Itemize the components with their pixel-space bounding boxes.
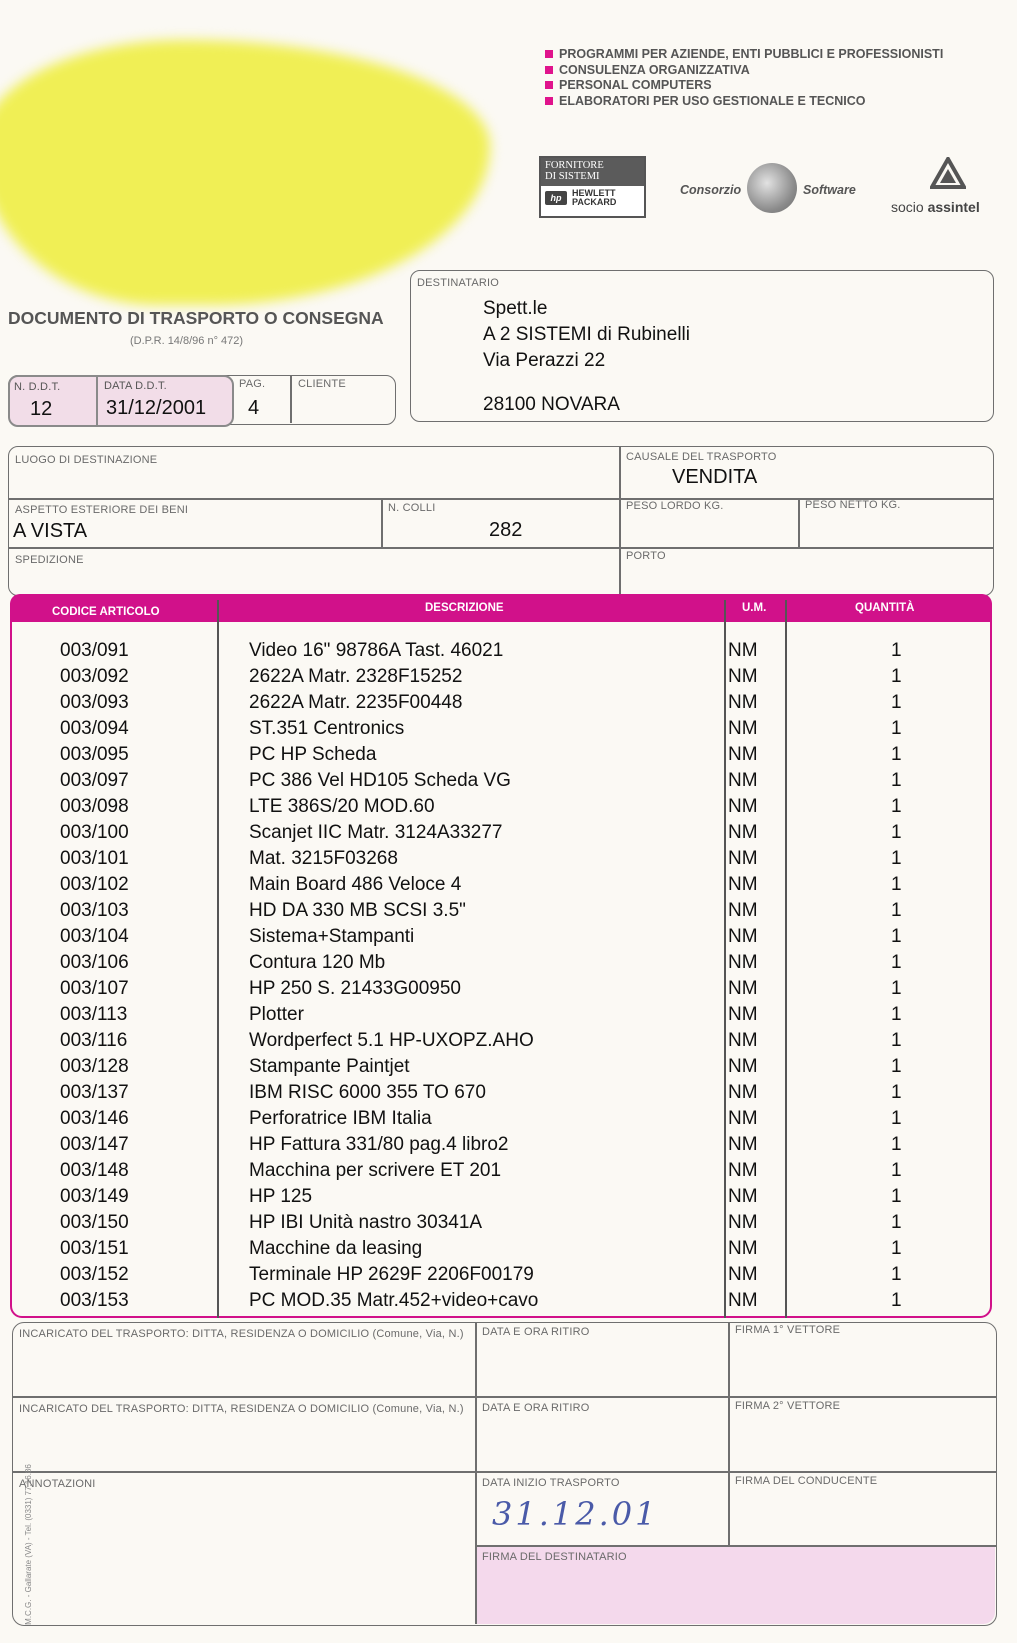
item-description: Sistema+Stampanti bbox=[249, 926, 415, 947]
goods-appearance-value: A VISTA bbox=[13, 520, 88, 542]
item-unit: NM bbox=[728, 1212, 758, 1233]
item-description: Mat. 3215F03268 bbox=[249, 848, 398, 869]
column-divider bbox=[785, 600, 787, 1318]
item-unit: NM bbox=[728, 692, 758, 713]
transport-reason-value: VENDITA bbox=[672, 466, 758, 488]
gross-weight-label: PESO LORDO KG. bbox=[626, 500, 724, 512]
item-unit: NM bbox=[728, 822, 758, 843]
divider bbox=[619, 446, 621, 594]
hp-icon: hp bbox=[545, 191, 567, 205]
ddt-number-label: N. D.D.T. bbox=[14, 381, 61, 393]
document-subtitle: (D.P.R. 14/8/96 n° 472) bbox=[130, 335, 244, 347]
hp-line1: HEWLETT bbox=[572, 188, 616, 198]
column-header-code: CODICE ARTICOLO bbox=[52, 606, 160, 618]
item-description: ST.351 Centronics bbox=[249, 718, 405, 739]
item-unit: NM bbox=[728, 1030, 758, 1051]
notes-label: ANNOTAZIONI bbox=[19, 1478, 96, 1490]
item-unit: NM bbox=[728, 796, 758, 817]
divider bbox=[728, 1322, 730, 1546]
item-quantity: 1 bbox=[891, 822, 902, 843]
item-quantity: 1 bbox=[891, 640, 902, 661]
item-description: Contura 120 Mb bbox=[249, 952, 386, 973]
item-quantity: 1 bbox=[891, 1212, 902, 1233]
item-quantity: 1 bbox=[891, 1160, 902, 1181]
item-quantity: 1 bbox=[891, 666, 902, 687]
item-quantity: 1 bbox=[891, 848, 902, 869]
pickup-date1-label: DATA E ORA RITIRO bbox=[482, 1326, 590, 1338]
assintel-brand bbox=[891, 199, 980, 215]
item-unit: NM bbox=[728, 926, 758, 947]
recipient-city: 28100 NOVARA bbox=[483, 394, 620, 415]
item-quantity: 1 bbox=[891, 1082, 902, 1103]
packages-count-value: 282 bbox=[489, 519, 523, 541]
item-description: HP IBI Unità nastro 30341A bbox=[249, 1212, 483, 1233]
assintel-logo-icon bbox=[930, 157, 966, 191]
item-description: HP 125 bbox=[249, 1186, 313, 1207]
item-code: 003/150 bbox=[60, 1212, 129, 1233]
item-code: 003/093 bbox=[60, 692, 129, 713]
item-code: 003/095 bbox=[60, 744, 129, 765]
carrier2-label: INCARICATO DEL TRASPORTO: DITTA, RESIDENZA O DOMICILIO (Comune, Via, N.) bbox=[19, 1403, 464, 1415]
item-description: LTE 386S/20 MOD.60 bbox=[249, 796, 435, 817]
recipient-signature-label: FIRMA DEL DESTINATARIO bbox=[482, 1551, 627, 1563]
transport-reason-label: CAUSALE DEL TRASPORTO bbox=[626, 451, 777, 463]
item-code: 003/113 bbox=[60, 1004, 128, 1025]
item-description: Main Board 486 Veloce 4 bbox=[249, 874, 462, 895]
item-description: Video 16" 98786A Tast. 46021 bbox=[249, 640, 504, 661]
port-label: PORTO bbox=[626, 550, 666, 562]
item-quantity: 1 bbox=[891, 718, 902, 739]
page-label: PAG. bbox=[239, 378, 266, 390]
item-quantity: 1 bbox=[891, 1030, 902, 1051]
item-unit: NM bbox=[728, 1134, 758, 1155]
recipient-line1: Spett.le bbox=[483, 298, 548, 319]
hp-line2: PACKARD bbox=[572, 197, 617, 207]
item-code: 003/102 bbox=[60, 874, 129, 895]
item-code: 003/098 bbox=[60, 796, 129, 817]
carrier1-signature-label: FIRMA 1° VETTORE bbox=[735, 1324, 841, 1336]
item-code: 003/092 bbox=[60, 666, 129, 687]
item-quantity: 1 bbox=[891, 952, 902, 973]
redaction-highlight bbox=[0, 40, 490, 305]
shipping-label: SPEDIZIONE bbox=[15, 554, 84, 566]
item-description: Macchina per scrivere ET 201 bbox=[249, 1160, 502, 1181]
item-code: 003/147 bbox=[60, 1134, 129, 1155]
item-code: 003/097 bbox=[60, 770, 129, 791]
item-quantity: 1 bbox=[891, 1004, 902, 1025]
divider bbox=[475, 1322, 477, 1624]
item-code: 003/116 bbox=[60, 1030, 128, 1051]
divider bbox=[381, 498, 383, 547]
item-unit: NM bbox=[728, 640, 758, 661]
socio-label: socio bbox=[891, 199, 924, 215]
divider bbox=[477, 1545, 996, 1547]
item-description: IBM RISC 6000 355 TO 670 bbox=[249, 1082, 486, 1103]
item-unit: NM bbox=[728, 1238, 758, 1259]
column-divider bbox=[217, 600, 219, 1318]
ddt-number-value: 12 bbox=[30, 398, 53, 420]
divider bbox=[12, 1471, 996, 1473]
item-quantity: 1 bbox=[891, 926, 902, 947]
item-code: 003/128 bbox=[60, 1056, 129, 1077]
item-code: 003/100 bbox=[60, 822, 129, 843]
item-description: Terminale HP 2629F 2206F00179 bbox=[249, 1264, 534, 1285]
item-unit: NM bbox=[728, 666, 758, 687]
pickup-date2-label: DATA E ORA RITIRO bbox=[482, 1402, 590, 1414]
fornitore-line1: FORNITORE bbox=[545, 160, 604, 171]
item-code: 003/146 bbox=[60, 1108, 129, 1129]
item-quantity: 1 bbox=[891, 1134, 902, 1155]
items-table bbox=[10, 594, 992, 1318]
item-code: 003/137 bbox=[60, 1082, 129, 1103]
item-unit: NM bbox=[728, 718, 758, 739]
item-description: HP 250 S. 21433G00950 bbox=[249, 978, 461, 999]
divider bbox=[12, 1396, 996, 1398]
item-quantity: 1 bbox=[891, 1108, 902, 1129]
column-divider bbox=[724, 600, 726, 1318]
item-quantity: 1 bbox=[891, 1290, 902, 1311]
item-unit: NM bbox=[728, 900, 758, 921]
software-label: Software bbox=[803, 183, 856, 197]
item-code: 003/152 bbox=[60, 1264, 129, 1285]
item-code: 003/106 bbox=[60, 952, 129, 973]
item-unit: NM bbox=[728, 770, 758, 791]
divider bbox=[290, 376, 292, 423]
services-list bbox=[545, 47, 943, 109]
item-description: PC HP Scheda bbox=[249, 744, 377, 765]
divider bbox=[8, 547, 993, 549]
service-item: ELABORATORI PER USO GESTIONALE E TECNICO bbox=[545, 94, 943, 110]
item-description: Perforatrice IBM Italia bbox=[249, 1108, 432, 1129]
item-unit: NM bbox=[728, 978, 758, 999]
item-quantity: 1 bbox=[891, 1264, 902, 1285]
fornitore-line2: DI SISTEMI bbox=[545, 170, 600, 182]
hp-supplier-logo bbox=[539, 156, 646, 218]
item-code: 003/094 bbox=[60, 718, 129, 739]
page-value: 4 bbox=[248, 397, 260, 419]
item-quantity: 1 bbox=[891, 874, 902, 895]
item-code: 003/148 bbox=[60, 1160, 129, 1181]
carrier2-signature-label: FIRMA 2° VETTORE bbox=[735, 1400, 841, 1412]
service-item: CONSULENZA ORGANIZZATIVA bbox=[545, 63, 943, 79]
item-unit: NM bbox=[728, 1004, 758, 1025]
item-code: 003/103 bbox=[60, 900, 129, 921]
item-description: Plotter bbox=[249, 1004, 304, 1025]
items-table-header bbox=[10, 594, 992, 622]
item-unit: NM bbox=[728, 1160, 758, 1181]
net-weight-label: PESO NETTO KG. bbox=[805, 499, 901, 511]
item-description: 2622A Matr. 2235F00448 bbox=[249, 692, 463, 713]
column-header-quantity: QUANTITÀ bbox=[855, 602, 915, 614]
item-unit: NM bbox=[728, 1186, 758, 1207]
goods-appearance-label: ASPETTO ESTERIORE DEI BENI bbox=[15, 504, 189, 516]
transport-start-label: DATA INIZIO TRASPORTO bbox=[482, 1477, 620, 1489]
destination-place-label: LUOGO DI DESTINAZIONE bbox=[15, 454, 158, 466]
document-title: DOCUMENTO DI TRASPORTO O CONSEGNA bbox=[8, 308, 384, 328]
driver-signature-label: FIRMA DEL CONDUCENTE bbox=[735, 1475, 878, 1487]
consorzio-label: Consorzio bbox=[680, 183, 742, 197]
item-description: PC 386 Vel HD105 Scheda VG bbox=[249, 770, 511, 791]
item-code: 003/149 bbox=[60, 1186, 129, 1207]
item-description: Wordperfect 5.1 HP-UXOPZ.AHO bbox=[249, 1030, 534, 1051]
printer-note: M.C.G. - Gallarate (VA) - Tel. (0331) 77.16.86 bbox=[23, 1464, 33, 1625]
item-description: Macchine da leasing bbox=[249, 1238, 423, 1259]
assintel-label: assintel bbox=[927, 199, 980, 215]
item-unit: NM bbox=[728, 1108, 758, 1129]
ddt-date-value: 31/12/2001 bbox=[106, 397, 207, 419]
client-label: CLIENTE bbox=[298, 378, 346, 390]
item-quantity: 1 bbox=[891, 692, 902, 713]
divider bbox=[798, 498, 800, 547]
item-quantity: 1 bbox=[891, 978, 902, 999]
recipient-street: Via Perazzi 22 bbox=[483, 350, 606, 371]
item-description: HP Fattura 331/80 pag.4 libro2 bbox=[249, 1134, 509, 1155]
item-quantity: 1 bbox=[891, 796, 902, 817]
recipient-name: A 2 SISTEMI di Rubinelli bbox=[483, 324, 690, 345]
item-code: 003/101 bbox=[60, 848, 129, 869]
packages-count-label: N. COLLI bbox=[388, 502, 436, 514]
carrier1-label: INCARICATO DEL TRASPORTO: DITTA, RESIDENZA O DOMICILIO (Comune, Via, N.) bbox=[19, 1328, 464, 1340]
item-description: 2622A Matr. 2328F15252 bbox=[249, 666, 463, 687]
service-item: PERSONAL COMPUTERS bbox=[545, 78, 943, 94]
item-description: Stampante Paintjet bbox=[249, 1056, 410, 1077]
item-description: Scanjet IIC Matr. 3124A33277 bbox=[249, 822, 503, 843]
item-description: HD DA 330 MB SCSI 3.5" bbox=[249, 900, 466, 921]
item-unit: NM bbox=[728, 1082, 758, 1103]
seal-icon bbox=[747, 163, 797, 213]
item-quantity: 1 bbox=[891, 744, 902, 765]
item-unit: NM bbox=[728, 1290, 758, 1311]
service-item: PROGRAMMI PER AZIENDE, ENTI PUBBLICI E PROFESSIONISTI bbox=[545, 47, 943, 63]
item-quantity: 1 bbox=[891, 1186, 902, 1207]
item-unit: NM bbox=[728, 1056, 758, 1077]
item-quantity: 1 bbox=[891, 900, 902, 921]
item-description: PC MOD.35 Matr.452+video+cavo bbox=[249, 1290, 539, 1311]
item-code: 003/151 bbox=[60, 1238, 129, 1259]
item-code: 003/153 bbox=[60, 1290, 129, 1311]
item-unit: NM bbox=[728, 952, 758, 973]
item-unit: NM bbox=[728, 848, 758, 869]
ddt-date-label: DATA D.D.T. bbox=[104, 380, 167, 392]
item-unit: NM bbox=[728, 744, 758, 765]
item-code: 003/091 bbox=[60, 640, 129, 661]
column-header-unit: U.M. bbox=[742, 602, 767, 614]
item-code: 003/107 bbox=[60, 978, 129, 999]
item-unit: NM bbox=[728, 1264, 758, 1285]
item-quantity: 1 bbox=[891, 1056, 902, 1077]
item-code: 003/104 bbox=[60, 926, 129, 947]
item-quantity: 1 bbox=[891, 770, 902, 791]
column-header-description: DESCRIZIONE bbox=[425, 602, 504, 614]
transport-start-date-handwritten: 31.12.01 bbox=[492, 1495, 659, 1533]
item-unit: NM bbox=[728, 874, 758, 895]
item-quantity: 1 bbox=[891, 1238, 902, 1259]
recipient-label: DESTINATARIO bbox=[417, 277, 500, 289]
